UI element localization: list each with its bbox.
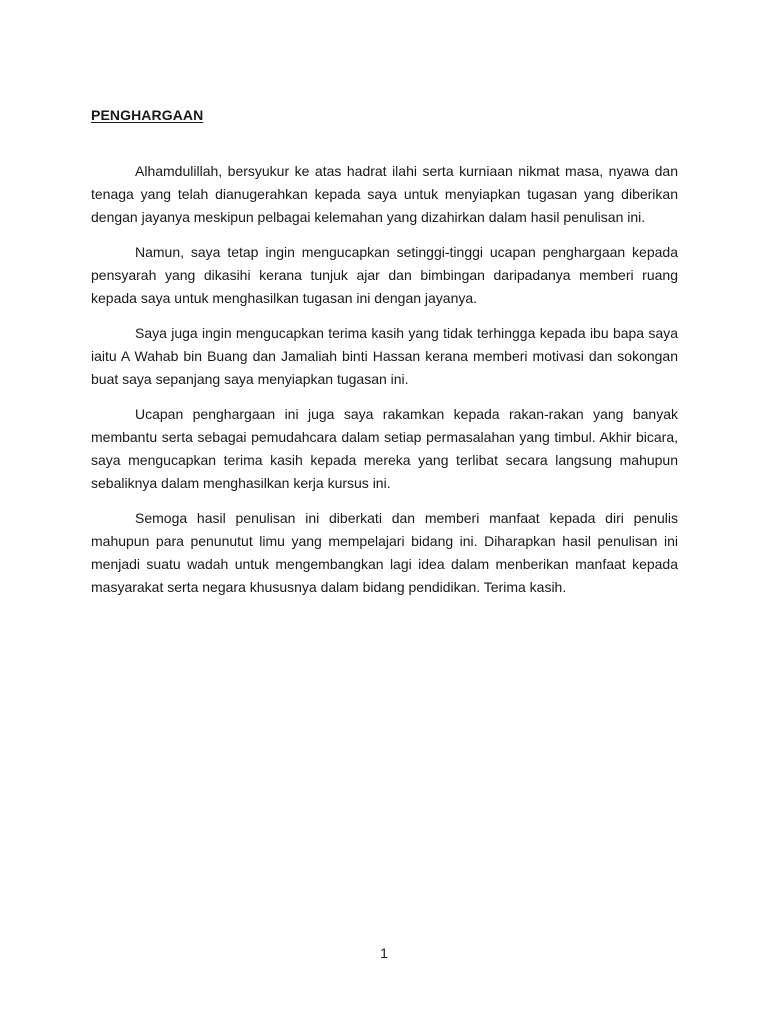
paragraph-1: Alhamdulillah, bersyukur ke atas hadrat ilahi serta kurniaan nikmat masa, nyawa dan tenaga yang telah dianugerahkan kepada saya untuk menyiapkan tugasan yang diberikan dengan jayanya meskipun pelbagai kelemahan yang dizahirkan dalam hasil penulisan ini. (91, 163, 678, 225)
paragraph-3: Saya juga ingin mengucapkan terima kasih yang tidak terhingga kepada ibu bapa saya iaitu A Wahab bin Buang dan Jamaliah binti Hassan kerana memberi motivasi dan sokongan buat saya sepanjang saya menyiapkan tugasan ini. (91, 325, 678, 387)
document-heading: PENGHARGAAN (91, 107, 204, 123)
paragraph-2: Namun, saya tetap ingin mengucapkan setinggi-tinggi ucapan penghargaan kepada pensyarah yang dikasihi kerana tunjuk ajar dan bimbingan daripadanya memberi ruang kepada saya untuk menghasilkan tugasan ini dengan jayanya. (91, 244, 678, 306)
paragraph-4: Ucapan penghargaan ini juga saya rakamkan kepada rakan-rakan yang banyak membantu serta sebagai pemudahcara dalam setiap permasalahan yang timbul. Akhir bicara, saya mengucapkan terima kasih kepada mereka yang terlibat secara langsung mahupun sebaliknya dalam menghasilkan kerja kursus ini. (91, 406, 678, 491)
paragraph-5: Semoga hasil penulisan ini diberkati dan memberi manfaat kepada diri penulis mahupun para penunutut limu yang mempelajari bidang ini. Diharapkan hasil penulisan ini menjadi suatu wadah untuk mengembangkan lagi idea dalam menberikan manfaat kepada masyarakat serta negara khususnya dalam bidang pendidikan. Terima kasih. (91, 510, 678, 595)
document-body (91, 160, 678, 611)
page-number: 1 (380, 945, 388, 961)
